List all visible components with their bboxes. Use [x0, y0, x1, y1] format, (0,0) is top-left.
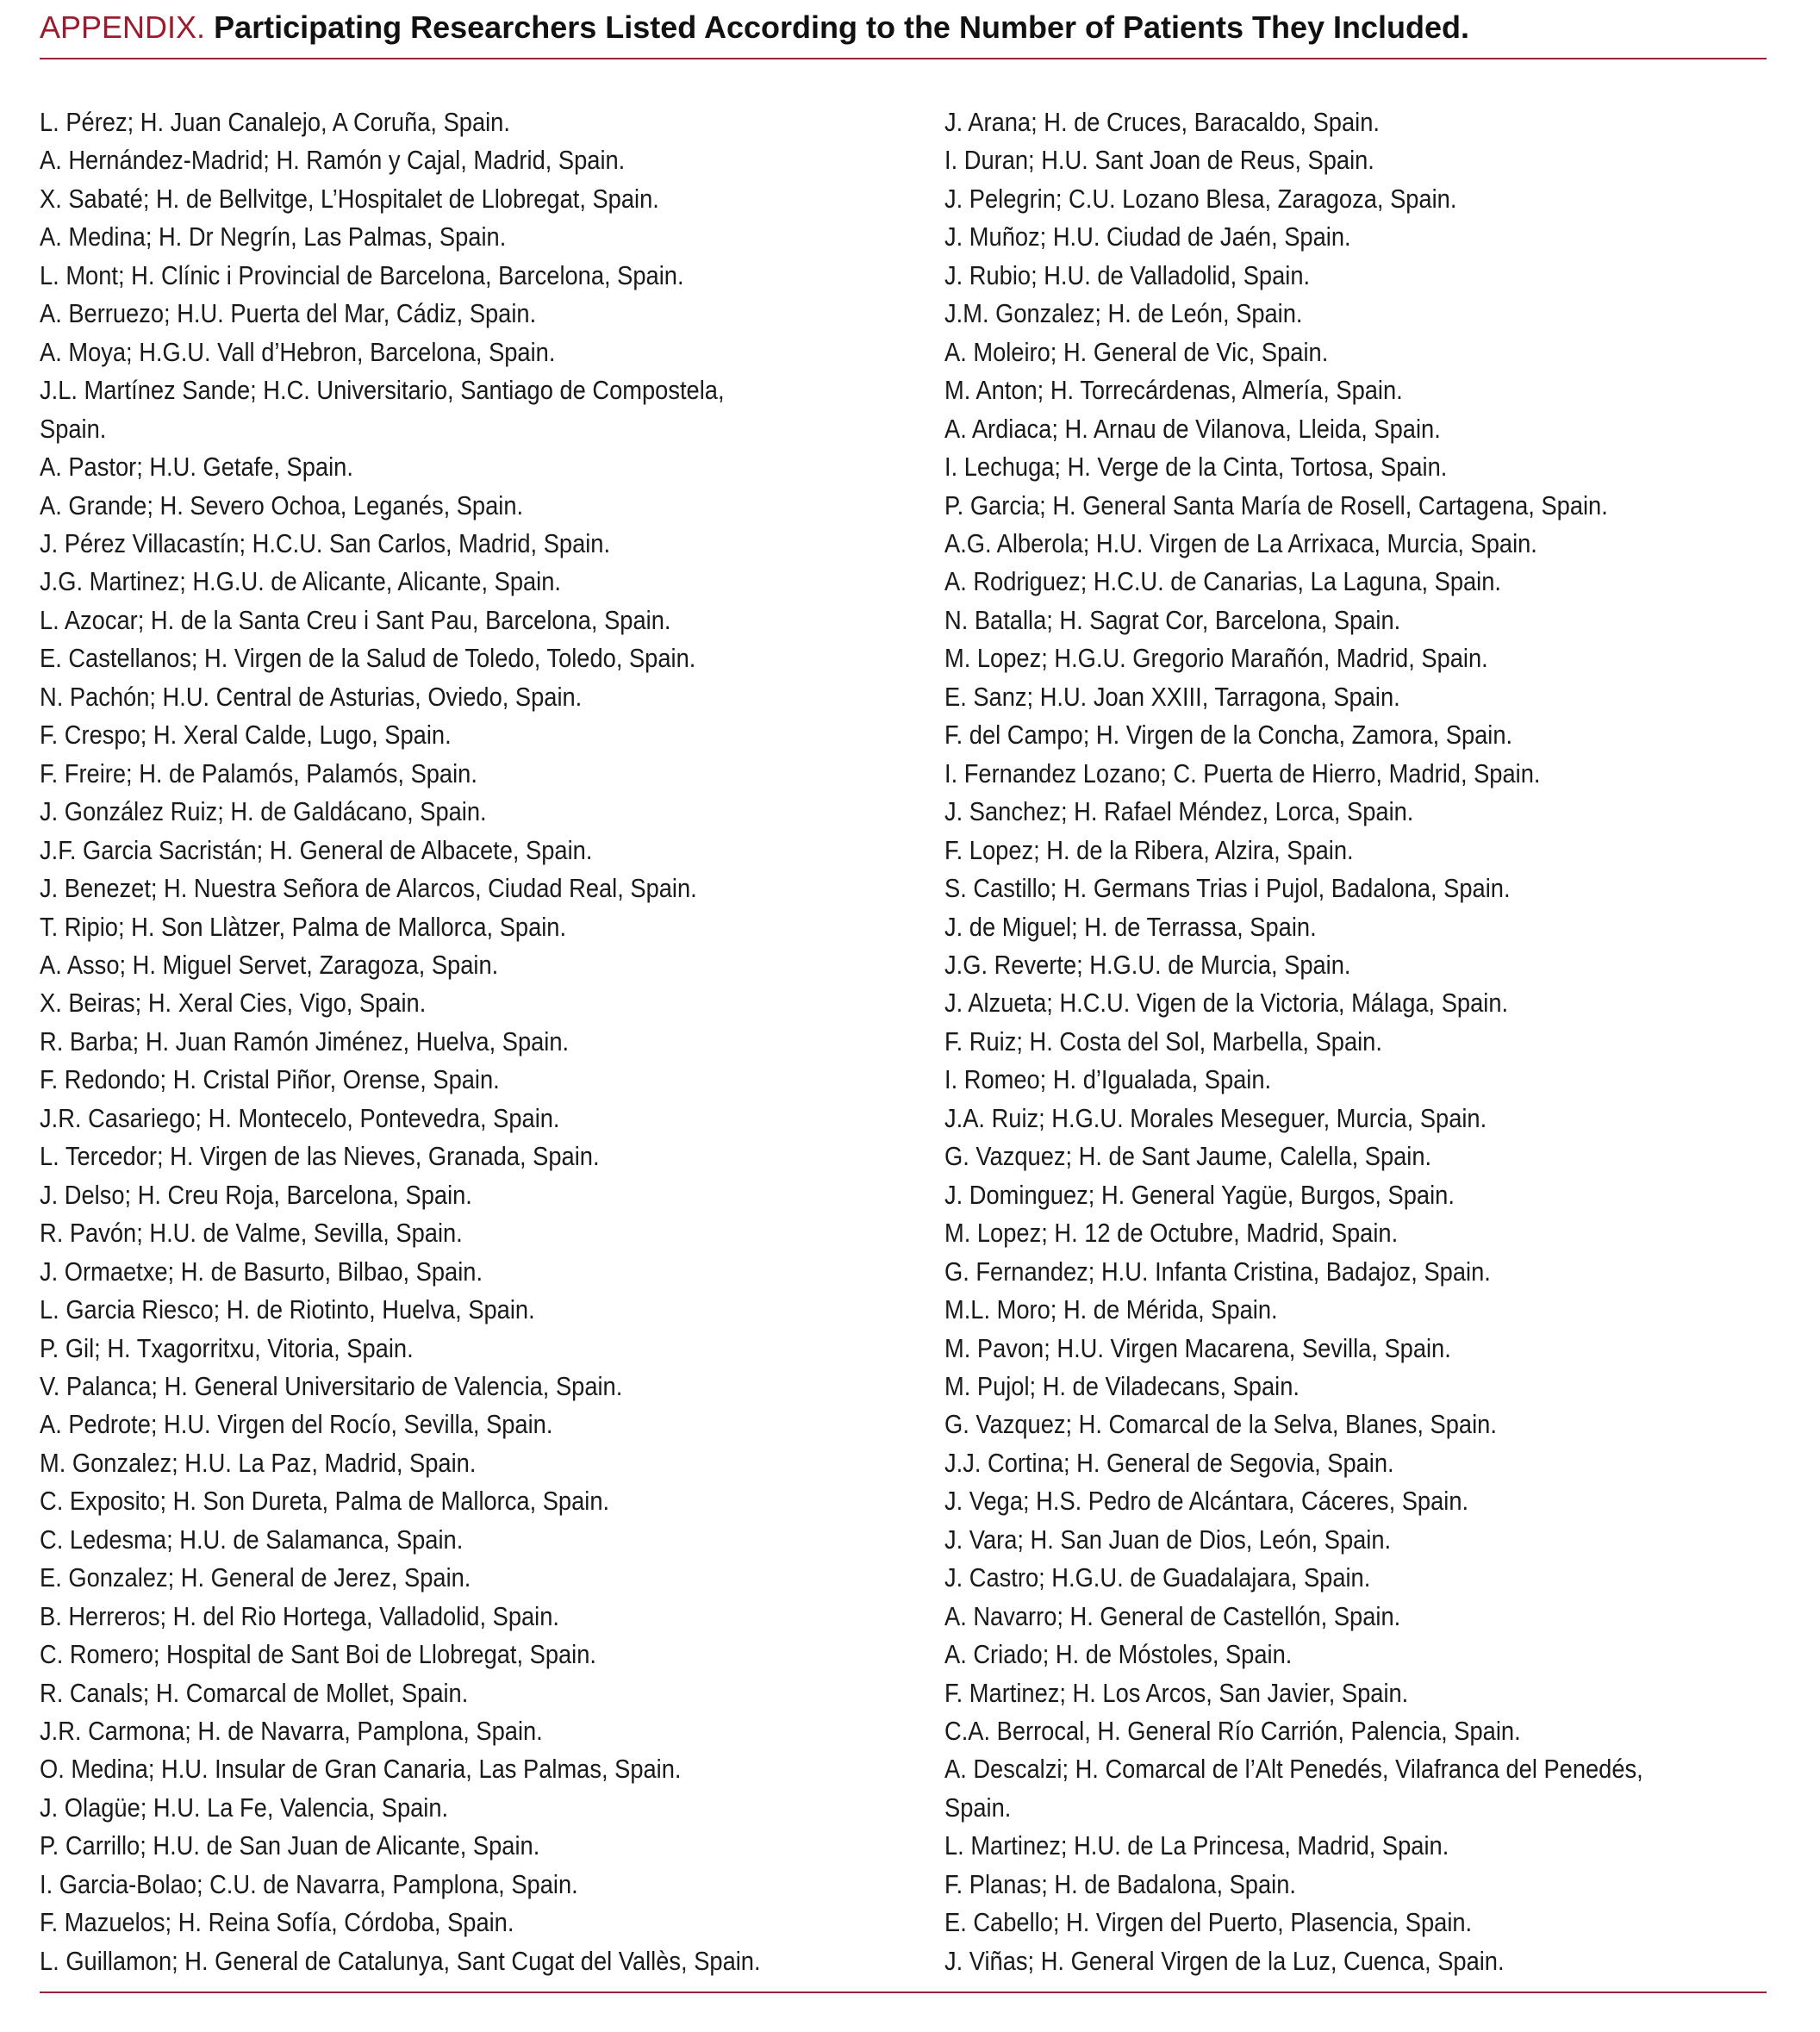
- researcher-entry: F. Mazuelos; H. Reina Sofía, Córdoba, Spain.: [40, 1907, 514, 1938]
- researcher-entry: F. Lopez; H. de la Ribera, Alzira, Spain.: [944, 834, 1354, 865]
- researcher-entry: V. Palanca; H. General Universitario de Valencia, Spain.: [40, 1370, 623, 1401]
- researcher-entry: Spain.: [40, 413, 107, 444]
- researcher-entry: M. Pujol; H. de Viladecans, Spain.: [944, 1370, 1300, 1401]
- researcher-entry: M.L. Moro; H. de Mérida, Spain.: [944, 1294, 1278, 1325]
- researcher-entry: L. Azocar; H. de la Santa Creu i Sant Pau, Barcelona, Spain.: [40, 604, 671, 635]
- appendix-title: Participating Researchers Listed According to the Number of Patients They Included.: [214, 9, 1470, 45]
- researcher-entry: R. Pavón; H.U. de Valme, Sevilla, Spain.: [40, 1218, 463, 1249]
- researcher-entry: Spain.: [944, 1792, 1012, 1823]
- researcher-entry: O. Medina; H.U. Insular de Gran Canaria, Las Palmas, Spain.: [40, 1754, 682, 1785]
- researcher-entry: F. del Campo; H. Virgen de la Concha, Zamora, Spain.: [944, 720, 1513, 751]
- researcher-entry: P. Gil; H. Txagorritxu, Vitoria, Spain.: [40, 1332, 414, 1363]
- researcher-entry: A. Berruezo; H.U. Puerta del Mar, Cádiz, Spain.: [40, 298, 537, 329]
- researcher-entry: J.M. Gonzalez; H. de León, Spain.: [944, 298, 1303, 329]
- appendix-heading: [40, 7, 1763, 50]
- researcher-entry: A. Descalzi; H. Comarcal de l’Alt Penedés, Vilafranca del Penedés,: [944, 1754, 1643, 1785]
- researcher-entry: A. Pedrote; H.U. Virgen del Rocío, Sevilla, Spain.: [40, 1409, 553, 1440]
- bottom-divider: [40, 1991, 1767, 1993]
- researcher-entry: R. Canals; H. Comarcal de Mollet, Spain.: [40, 1677, 469, 1708]
- researcher-entry: A. Medina; H. Dr Negrín, Las Palmas, Spain.: [40, 221, 507, 252]
- researcher-entry: N. Batalla; H. Sagrat Cor, Barcelona, Spain.: [944, 604, 1401, 635]
- researcher-entry: G. Vazquez; H. Comarcal de la Selva, Blanes, Spain.: [944, 1409, 1497, 1440]
- researcher-entry: A. Navarro; H. General de Castellón, Spain.: [944, 1600, 1401, 1631]
- researcher-entry: L. Pérez; H. Juan Canalejo, A Coruña, Spain.: [40, 107, 510, 137]
- researcher-entry: J.R. Carmona; H. de Navarra, Pamplona, Spain.: [40, 1716, 543, 1747]
- researcher-entry: J. Pérez Villacastín; H.C.U. San Carlos, Madrid, Spain.: [40, 527, 611, 558]
- researcher-entry: F. Redondo; H. Cristal Piñor, Orense, Spain.: [40, 1064, 500, 1095]
- researcher-entry: A. Ardiaca; H. Arnau de Vilanova, Lleida, Spain.: [944, 413, 1441, 444]
- researcher-entry: J. de Miguel; H. de Terrassa, Spain.: [944, 911, 1317, 942]
- researcher-entry: I. Romeo; H. d’Igualada, Spain.: [944, 1064, 1272, 1095]
- researcher-entry: I. Duran; H.U. Sant Joan de Reus, Spain.: [944, 145, 1374, 176]
- researcher-entry: J. Delso; H. Creu Roja, Barcelona, Spain.: [40, 1179, 472, 1210]
- researcher-entry: A. Moya; H.G.U. Vall d’Hebron, Barcelona, Spain.: [40, 336, 556, 367]
- right-researcher-column: [944, 103, 1772, 1980]
- researcher-entry: C. Ledesma; H.U. de Salamanca, Spain.: [40, 1524, 464, 1555]
- researcher-entry: L. Mont; H. Clínic i Provincial de Barcelona, Barcelona, Spain.: [40, 259, 684, 290]
- researcher-entry: M. Lopez; H.G.U. Gregorio Marañón, Madrid, Spain.: [944, 643, 1488, 674]
- researcher-entry: J. Vara; H. San Juan de Dios, León, Spain.: [944, 1524, 1392, 1555]
- researcher-entry: J. Castro; H.G.U. de Guadalajara, Spain.: [944, 1562, 1371, 1593]
- researcher-entry: J. Viñas; H. General Virgen de la Luz, Cuenca, Spain.: [944, 1945, 1505, 1976]
- researcher-entry: E. Gonzalez; H. General de Jerez, Spain.: [40, 1562, 471, 1593]
- researcher-entry: M. Anton; H. Torrecárdenas, Almería, Spain.: [944, 375, 1403, 406]
- appendix-label: APPENDIX.: [40, 9, 206, 45]
- researcher-entry: L. Martinez; H.U. de La Princesa, Madrid, Spain.: [944, 1830, 1449, 1861]
- researcher-entry: J. Vega; H.S. Pedro de Alcántara, Cáceres, Spain.: [944, 1486, 1469, 1517]
- researcher-entry: X. Beiras; H. Xeral Cies, Vigo, Spain.: [40, 988, 427, 1019]
- researcher-entry: J. Benezet; H. Nuestra Señora de Alarcos, Ciudad Real, Spain.: [40, 873, 697, 904]
- researcher-entry: L. Tercedor; H. Virgen de las Nieves, Granada, Spain.: [40, 1141, 600, 1172]
- researcher-entry: F. Crespo; H. Xeral Calde, Lugo, Spain.: [40, 720, 452, 751]
- researcher-entry: X. Sabaté; H. de Bellvitge, L’Hospitalet de Llobregat, Spain.: [40, 183, 659, 214]
- researcher-entry: A. Grande; H. Severo Ochoa, Leganés, Spain.: [40, 489, 524, 520]
- researcher-entry: A. Pastor; H.U. Getafe, Spain.: [40, 452, 353, 483]
- researcher-entry: I. Fernandez Lozano; C. Puerta de Hierro, Madrid, Spain.: [944, 757, 1541, 788]
- researcher-entry: F. Freire; H. de Palamós, Palamós, Spain.: [40, 757, 477, 788]
- researcher-entry: F. Martinez; H. Los Arcos, San Javier, Spain.: [944, 1677, 1409, 1708]
- researcher-entry: T. Ripio; H. Son Llàtzer, Palma de Mallorca, Spain.: [40, 911, 567, 942]
- researcher-entry: J. Sanchez; H. Rafael Méndez, Lorca, Spain.: [944, 796, 1414, 827]
- researcher-entry: I. Lechuga; H. Verge de la Cinta, Tortosa, Spain.: [944, 452, 1448, 483]
- researcher-entry: F. Planas; H. de Badalona, Spain.: [944, 1868, 1296, 1899]
- researcher-entry: E. Cabello; H. Virgen del Puerto, Plasencia, Spain.: [944, 1907, 1473, 1938]
- researcher-entry: A. Rodriguez; H.C.U. de Canarias, La Laguna, Spain.: [944, 566, 1502, 597]
- researcher-entry: I. Garcia-Bolao; C.U. de Navarra, Pamplona, Spain.: [40, 1868, 578, 1899]
- researcher-entry: J.J. Cortina; H. General de Segovia, Spain.: [944, 1447, 1394, 1478]
- researcher-entry: C.A. Berrocal, H. General Río Carrión, Palencia, Spain.: [944, 1716, 1521, 1747]
- researcher-entry: J.A. Ruiz; H.G.U. Morales Meseguer, Murcia, Spain.: [944, 1102, 1487, 1133]
- researcher-entry: A. Asso; H. Miguel Servet, Zaragoza, Spain.: [40, 949, 499, 980]
- researcher-entry: J. Pelegrin; C.U. Lozano Blesa, Zaragoza, Spain.: [944, 183, 1457, 214]
- researcher-entry: J.F. Garcia Sacristán; H. General de Albacete, Spain.: [40, 834, 593, 865]
- researcher-entry: J. Arana; H. de Cruces, Baracaldo, Spain.: [944, 107, 1380, 137]
- researcher-entry: C. Romero; Hospital de Sant Boi de Llobregat, Spain.: [40, 1639, 597, 1670]
- researcher-entry: E. Castellanos; H. Virgen de la Salud de Toledo, Toledo, Spain.: [40, 643, 696, 674]
- researcher-entry: F. Ruiz; H. Costa del Sol, Marbella, Spain.: [944, 1025, 1382, 1057]
- researcher-entry: R. Barba; H. Juan Ramón Jiménez, Huelva, Spain.: [40, 1025, 570, 1057]
- researcher-entry: L. Guillamon; H. General de Catalunya, Sant Cugat del Vallès, Spain.: [40, 1945, 761, 1976]
- researcher-entry: A.G. Alberola; H.U. Virgen de La Arrixaca, Murcia, Spain.: [944, 527, 1537, 558]
- researcher-entry: M. Lopez; H. 12 de Octubre, Madrid, Spain.: [944, 1218, 1399, 1249]
- researcher-entry: J. Olagüe; H.U. La Fe, Valencia, Spain.: [40, 1792, 449, 1823]
- researcher-entry: N. Pachón; H.U. Central de Asturias, Oviedo, Spain.: [40, 681, 583, 712]
- left-researcher-column: [40, 103, 910, 1980]
- researcher-entry: M. Gonzalez; H.U. La Paz, Madrid, Spain.: [40, 1447, 477, 1478]
- researcher-entry: G. Vazquez; H. de Sant Jaume, Calella, Spain.: [944, 1141, 1432, 1172]
- researcher-entry: J. Rubio; H.U. de Valladolid, Spain.: [944, 259, 1311, 290]
- researcher-entry: C. Exposito; H. Son Dureta, Palma de Mallorca, Spain.: [40, 1486, 610, 1517]
- researcher-entry: J. Ormaetxe; H. de Basurto, Bilbao, Spain.: [40, 1256, 483, 1287]
- researcher-entry: P. Carrillo; H.U. de San Juan de Alicante, Spain.: [40, 1830, 540, 1861]
- researcher-entry: B. Herreros; H. del Rio Hortega, Valladolid, Spain.: [40, 1600, 559, 1631]
- researcher-entry: J. Alzueta; H.C.U. Vigen de la Victoria, Málaga, Spain.: [944, 988, 1509, 1019]
- top-divider: [40, 58, 1767, 59]
- researcher-entry: J.G. Martinez; H.G.U. de Alicante, Alicante, Spain.: [40, 566, 561, 597]
- researcher-entry: J.G. Reverte; H.G.U. de Murcia, Spain.: [944, 949, 1351, 980]
- researcher-entry: A. Criado; H. de Móstoles, Spain.: [944, 1639, 1293, 1670]
- researcher-entry: J. González Ruiz; H. de Galdácano, Spain.: [40, 796, 487, 827]
- researcher-entry: J. Dominguez; H. General Yagüe, Burgos, Spain.: [944, 1179, 1455, 1210]
- researcher-entry: M. Pavon; H.U. Virgen Macarena, Sevilla, Spain.: [944, 1332, 1451, 1363]
- researcher-entry: J. Muñoz; H.U. Ciudad de Jaén, Spain.: [944, 221, 1351, 252]
- researcher-entry: A. Hernández-Madrid; H. Ramón y Cajal, Madrid, Spain.: [40, 145, 626, 176]
- researcher-entry: A. Moleiro; H. General de Vic, Spain.: [944, 336, 1329, 367]
- researcher-entry: J.L. Martínez Sande; H.C. Universitario, Santiago de Compostela,: [40, 375, 725, 406]
- researcher-entry: P. Garcia; H. General Santa María de Rosell, Cartagena, Spain.: [944, 489, 1608, 520]
- researcher-entry: G. Fernandez; H.U. Infanta Cristina, Badajoz, Spain.: [944, 1256, 1491, 1287]
- researcher-entry: S. Castillo; H. Germans Trias i Pujol, Badalona, Spain.: [944, 873, 1511, 904]
- researcher-entry: L. Garcia Riesco; H. de Riotinto, Huelva, Spain.: [40, 1294, 535, 1325]
- researcher-entry: E. Sanz; H.U. Joan XXIII, Tarragona, Spain.: [944, 681, 1400, 712]
- researcher-entry: J.R. Casariego; H. Montecelo, Pontevedra, Spain.: [40, 1102, 560, 1133]
